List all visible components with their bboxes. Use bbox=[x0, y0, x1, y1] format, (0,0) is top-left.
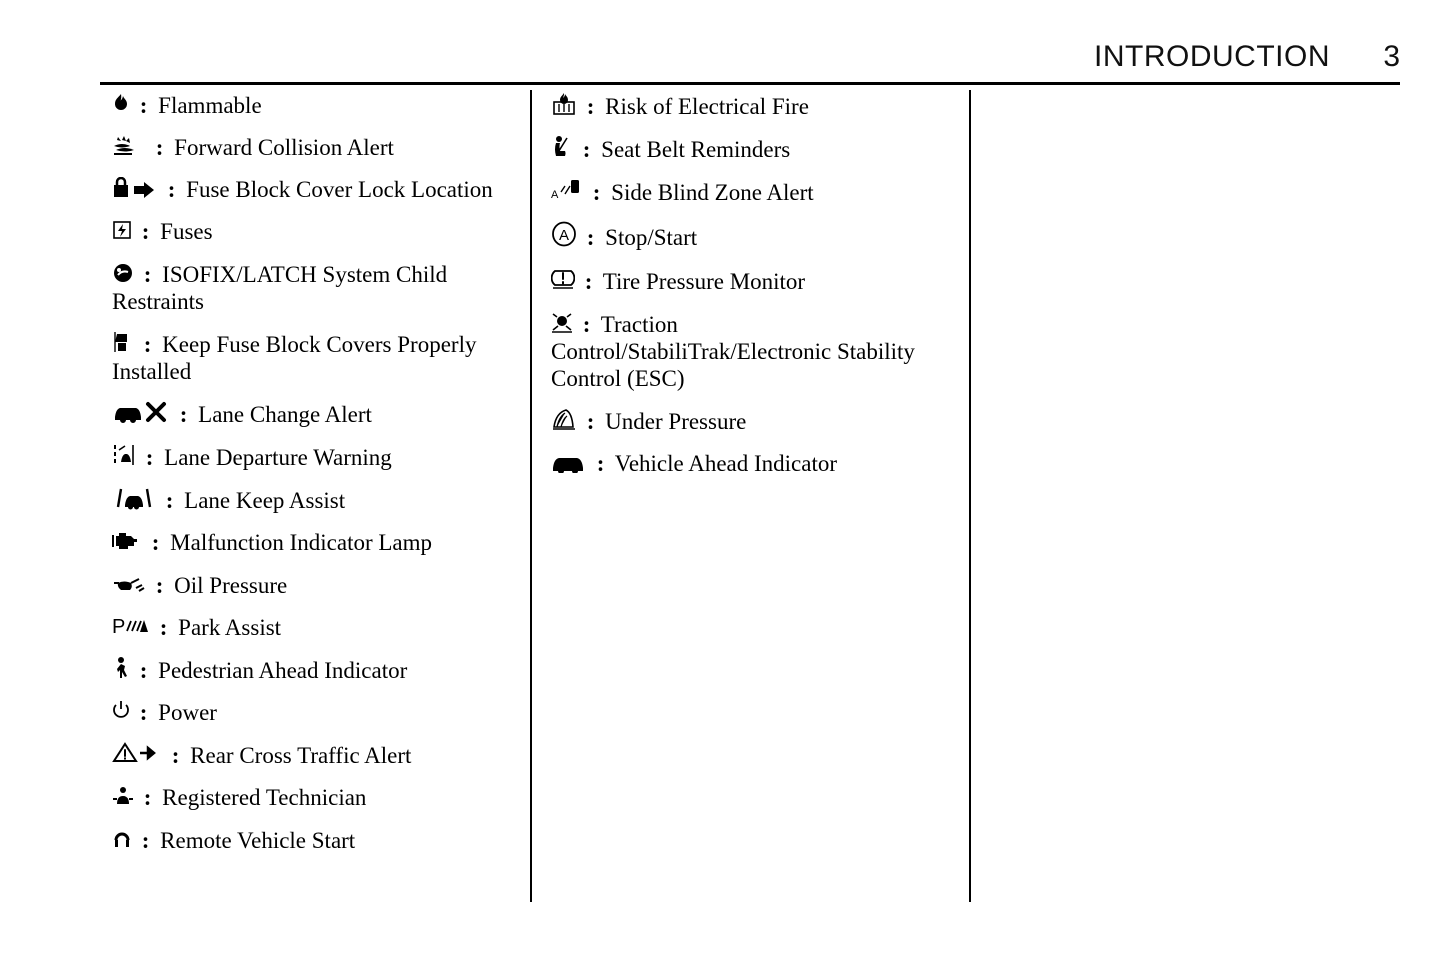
list-item bbox=[112, 330, 516, 385]
entry-label: Rear Cross Traffic Alert bbox=[190, 743, 412, 768]
entry-colon: : bbox=[145, 445, 154, 471]
risk-of-electrical-fire-icon bbox=[551, 92, 577, 116]
entry-colon: : bbox=[141, 828, 150, 854]
entry-colon: : bbox=[596, 451, 605, 477]
entry-colon: : bbox=[592, 180, 601, 206]
list-item bbox=[551, 221, 955, 251]
entry-colon: : bbox=[586, 94, 595, 119]
list-item bbox=[112, 741, 516, 769]
entry-label: Flammable bbox=[158, 93, 262, 118]
entry-label: Power bbox=[158, 699, 217, 725]
symbol-list-column-1 bbox=[112, 92, 516, 869]
entry-colon: : bbox=[139, 699, 148, 725]
symbol-list-column-2 bbox=[551, 92, 955, 492]
header-divider bbox=[100, 82, 1400, 85]
entry-label: Risk of Electrical Fire bbox=[605, 94, 809, 119]
entry-colon: : bbox=[151, 530, 160, 556]
entry-label: ISOFIX/LATCH System Child Restraints bbox=[112, 261, 448, 314]
entry-label: Seat Belt Reminders bbox=[601, 137, 791, 163]
list-item bbox=[112, 656, 516, 684]
entry-label: Lane Change Alert bbox=[198, 402, 372, 427]
entry-colon: : bbox=[171, 743, 180, 768]
entry-colon: : bbox=[139, 657, 148, 683]
list-item bbox=[112, 218, 516, 245]
oil-pressure-icon bbox=[112, 575, 146, 595]
list-item bbox=[112, 826, 516, 854]
forward-collision-alert-icon bbox=[112, 135, 146, 157]
power-icon bbox=[112, 700, 130, 722]
entry-label: Stop/Start bbox=[605, 225, 698, 251]
entry-colon: : bbox=[143, 331, 152, 357]
list-item bbox=[551, 135, 955, 163]
list-item bbox=[112, 400, 516, 428]
svg-text:A: A bbox=[558, 227, 570, 245]
entry-label: Oil Pressure bbox=[174, 572, 288, 598]
lane-change-alert-icon bbox=[112, 400, 170, 424]
list-item bbox=[112, 572, 516, 599]
entry-label: Remote Vehicle Start bbox=[160, 828, 356, 854]
entry-colon: : bbox=[582, 311, 591, 337]
stop-start-icon bbox=[551, 221, 577, 247]
isofix-latch-icon bbox=[112, 262, 134, 284]
lane-keep-assist-icon bbox=[112, 486, 156, 510]
entry-label: Fuses bbox=[160, 219, 213, 245]
list-item bbox=[112, 486, 516, 514]
list-item bbox=[551, 407, 955, 435]
list-item bbox=[112, 261, 516, 315]
entry-label: Forward Collision Alert bbox=[174, 135, 394, 161]
entry-label: Vehicle Ahead Indicator bbox=[614, 451, 838, 477]
page-header bbox=[100, 40, 1400, 74]
svg-text:P: P bbox=[112, 615, 126, 637]
registered-technician-icon bbox=[112, 785, 134, 807]
list-item bbox=[112, 784, 516, 811]
entry-label: Side Blind Zone Alert bbox=[611, 180, 814, 206]
entry-label: Fuse Block Cover Lock Location bbox=[186, 177, 493, 203]
entry-colon: : bbox=[179, 402, 188, 427]
entry-colon: : bbox=[584, 268, 593, 294]
entry-colon: : bbox=[143, 785, 152, 811]
entry-colon: : bbox=[582, 137, 591, 163]
vehicle-ahead-indicator-icon bbox=[551, 451, 587, 473]
entry-colon: : bbox=[139, 93, 148, 118]
entry-label: Keep Fuse Block Covers Properly Installed bbox=[112, 331, 477, 384]
column-divider-1 bbox=[530, 90, 532, 902]
entry-label: Tire Pressure Monitor bbox=[602, 268, 806, 294]
entry-colon: : bbox=[155, 135, 164, 161]
seat-belt-reminder-icon bbox=[551, 135, 573, 159]
entry-label: Lane Departure Warning bbox=[164, 445, 392, 471]
remote-vehicle-start-icon bbox=[112, 826, 132, 850]
entry-label: Traction Control/StabiliTrak/Electronic Stability Control (ESC) bbox=[551, 311, 915, 391]
list-item bbox=[551, 450, 955, 477]
entry-colon: : bbox=[159, 614, 168, 640]
list-item bbox=[112, 92, 516, 119]
malfunction-indicator-lamp-icon bbox=[112, 530, 142, 552]
list-item bbox=[112, 614, 516, 641]
list-item bbox=[112, 529, 516, 556]
list-item bbox=[112, 443, 516, 471]
tire-pressure-monitor-icon bbox=[551, 267, 575, 291]
under-pressure-icon bbox=[551, 407, 577, 431]
entry-label: Lane Keep Assist bbox=[184, 488, 346, 514]
list-item bbox=[551, 310, 955, 392]
svg-text:A: A bbox=[551, 189, 559, 202]
entry-colon: : bbox=[143, 261, 152, 287]
traction-control-icon bbox=[551, 310, 573, 334]
keep-fuse-block-covers-icon bbox=[112, 330, 134, 354]
entry-colon: : bbox=[586, 409, 595, 434]
park-assist-icon bbox=[112, 615, 150, 637]
entry-label: Malfunction Indicator Lamp bbox=[170, 530, 433, 556]
entry-colon: : bbox=[165, 488, 174, 514]
side-blind-zone-alert-icon bbox=[551, 178, 583, 202]
entry-colon: : bbox=[141, 219, 150, 245]
entry-label: Under Pressure bbox=[605, 409, 747, 434]
pedestrian-ahead-indicator-icon bbox=[112, 656, 130, 680]
list-item bbox=[551, 267, 955, 295]
flame-icon bbox=[112, 93, 130, 115]
column-divider-2 bbox=[969, 90, 971, 902]
entry-label: Park Assist bbox=[178, 614, 282, 640]
entry-colon: : bbox=[586, 225, 595, 251]
list-item bbox=[551, 178, 955, 206]
fuse-icon bbox=[112, 219, 132, 241]
rear-cross-traffic-alert-icon bbox=[112, 741, 162, 765]
list-item bbox=[551, 92, 955, 120]
page-number: 3 bbox=[1383, 40, 1400, 73]
entry-colon: : bbox=[155, 572, 164, 598]
entry-colon: : bbox=[167, 177, 176, 203]
list-item bbox=[112, 699, 516, 726]
entry-label: Pedestrian Ahead Indicator bbox=[158, 657, 408, 683]
list-item bbox=[112, 176, 516, 203]
fuse-block-cover-lock-icon bbox=[112, 177, 158, 199]
page-title: INTRODUCTION bbox=[1094, 40, 1330, 73]
list-item bbox=[112, 134, 516, 161]
lane-departure-warning-icon bbox=[112, 443, 136, 467]
entry-label: Registered Technician bbox=[162, 785, 367, 811]
